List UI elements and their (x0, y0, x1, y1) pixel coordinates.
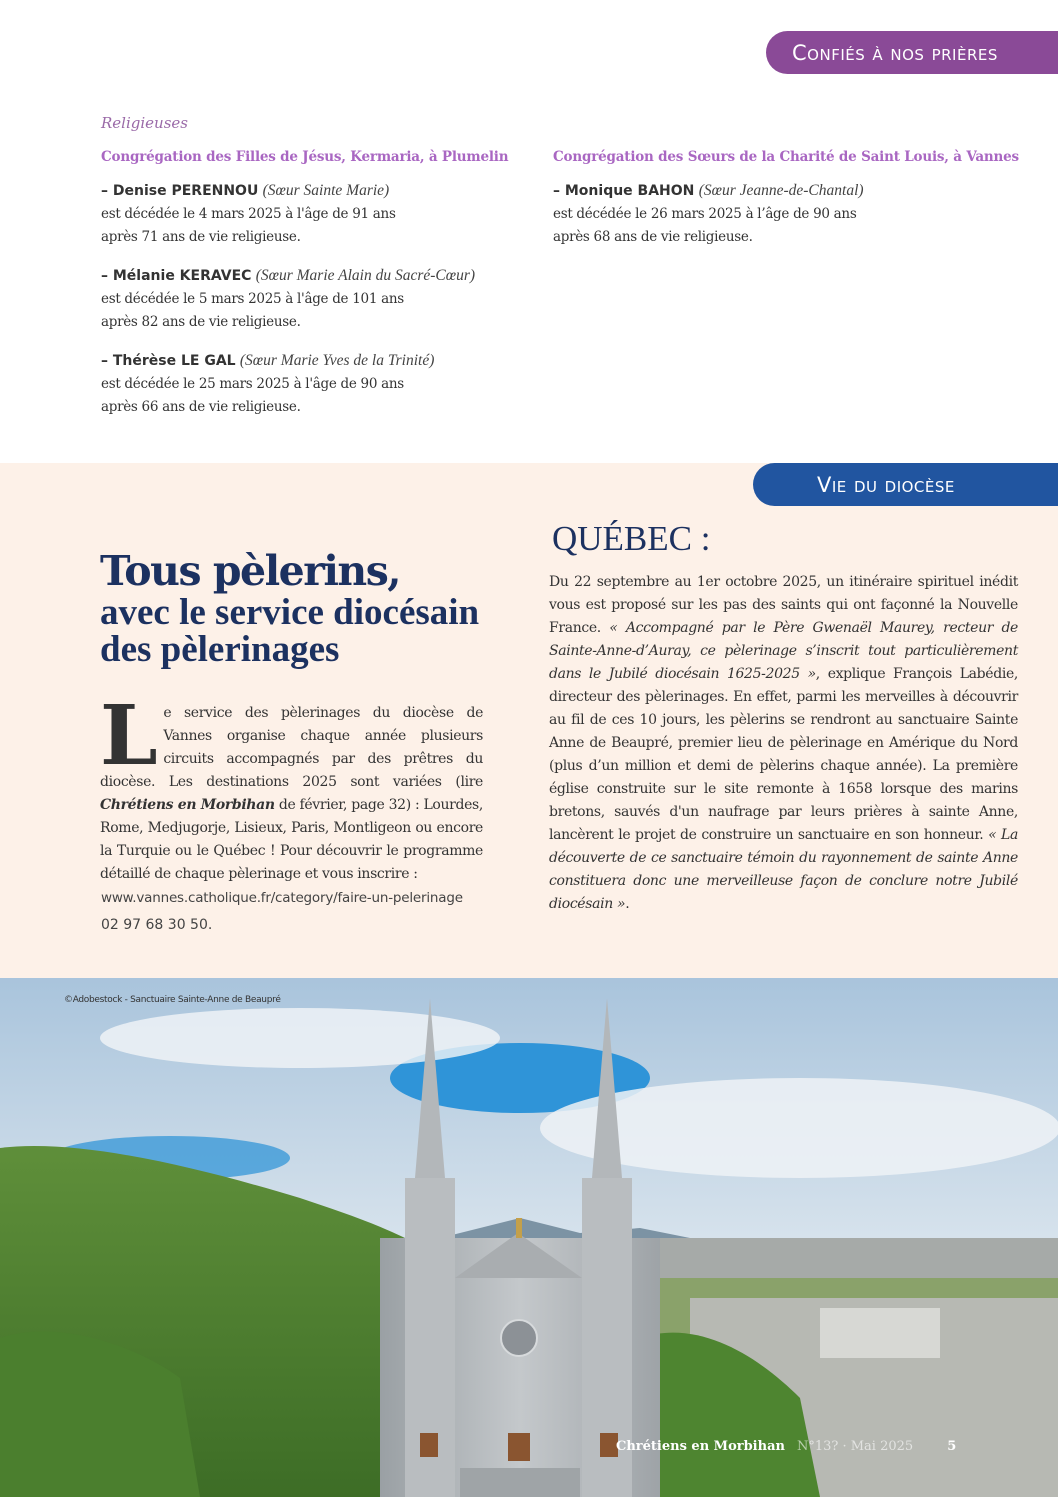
years-line: après 82 ans de vie religieuse. (101, 314, 301, 330)
section-tab-confies (766, 31, 1058, 74)
religious-name: (Sœur Marie Alain du Sacré-Cœur) (255, 267, 476, 284)
issue-date: N°13? · Mai 2025 (796, 1439, 914, 1454)
section-tab-label: Vie du diocèse (817, 472, 955, 497)
person-name: – Mélanie KERAVEC (101, 268, 252, 284)
death-line: est décédée le 26 mars 2025 à l’âge de 90 ans (553, 206, 857, 222)
obituary-entry (101, 179, 531, 249)
person-name: – Monique BAHON (553, 183, 695, 199)
right-column (553, 149, 1023, 264)
religious-name: (Sœur Jeanne-de-Chantal) (698, 182, 864, 199)
years-line: après 68 ans de vie religieuse. (553, 229, 753, 245)
quote: « La découverte de ce sanctuaire témoin du rayonnement de sainte Anne constituera donc une merveilleuse façon de conclure notre Jubilé diocésain » (549, 827, 1018, 912)
left-column (101, 149, 531, 434)
drop-cap: L (100, 688, 158, 784)
congregation-heading: Congrégation des Filles de Jésus, Kermaria, à Plumelin (101, 149, 509, 165)
obituary-entry (101, 264, 531, 334)
person-name: – Thérèse LE GAL (101, 353, 236, 369)
person-name: – Denise PERENNOU (101, 183, 259, 199)
article-subtitle: avec le service diocésain des pèlerinages (100, 592, 480, 670)
pilgrimage-link[interactable]: www.vannes.catholique.fr/category/faire-un-pelerinage (101, 890, 463, 906)
section-tab-label: Confiés à nos prières (792, 40, 998, 65)
quote: « Accompagné par le Père Gwenaël Maurey, recteur de Sainte-Anne-d’Auray, ce pèlerinage s’inscrit tout particulièrement dans le Jubilé diocésain 1625-2025 » (549, 620, 1018, 682)
phone-number: 02 97 68 30 50. (101, 917, 213, 933)
body-text: . (625, 896, 630, 912)
photo-credit: ©Adobestock - Sanctuaire Sainte-Anne de Beaupré (64, 995, 281, 1005)
basilica-photo (0, 978, 1058, 1497)
death-line: est décédée le 25 mars 2025 à l'âge de 90 ans (101, 376, 404, 392)
section-label-religieuses: Religieuses (101, 114, 188, 132)
obituary-entry (553, 179, 1023, 249)
intro-text: de février, page 32) : Lourdes, Rome, Medjugorje, Lisieux, Paris, Montligeon ou encore la Turquie ou le Québec ! Pour découvrir le programme détaillé de chaque pèlerinage et vous inscrire : (100, 797, 483, 882)
religious-name: (Sœur Marie Yves de la Trinité) (239, 352, 435, 369)
magazine-reference: Chrétiens en Morbihan (100, 797, 275, 813)
years-line: après 71 ans de vie religieuse. (101, 229, 301, 245)
religious-name: (Sœur Sainte Marie) (262, 182, 390, 199)
obituary-entry (101, 349, 531, 419)
body-text: Du 22 septembre au 1er octobre 2025, un itinéraire spirituel inédit vous est proposé sur les pas des saints qui ont façonné la Nouvelle France. (549, 574, 1018, 636)
death-line: est décédée le 5 mars 2025 à l'âge de 101 ans (101, 291, 404, 307)
article-intro (100, 688, 483, 886)
obituary-section (0, 0, 1058, 463)
body-text: , explique François Labédie, directeur des pèlerinages. En effet, parmi les merveilles à découvrir au fil de ces 10 jours, les pèlerins se rendront au sanctuaire Sainte Anne de Beaupré, premier lieu de pèlerinage en Amérique du Nord (plus d’un million et demi de pèlerins chaque année). La première église construite sur le site remonte à 1658 lorsque des marins bretons, sauvés d'un naufrage par leurs prières à sainte Anne, lancèrent le projet de construire un sanctuaire en son honneur. (549, 666, 1019, 843)
congregation-heading: Congrégation des Sœurs de la Charité de Saint Louis, à Vannes (553, 149, 1019, 165)
intro-text: e service des pèlerinages du diocèse de Vannes organise chaque année plusieurs circuits accompagnés par des prêtres du diocèse. Les destinations 2025 sont variées (lire (100, 705, 483, 790)
death-line: est décédée le 4 mars 2025 à l'âge de 91 ans (101, 206, 396, 222)
magazine-name: Chrétiens en Morbihan (616, 1439, 785, 1454)
years-line: après 66 ans de vie religieuse. (101, 399, 301, 415)
page-number: 5 (947, 1439, 957, 1454)
page-footer (616, 1439, 956, 1454)
quebec-body (549, 571, 1018, 916)
basilica-illustration (0, 978, 1058, 1497)
section-tab-vie-diocese (753, 463, 1058, 506)
article-title: Tous pèlerins, (100, 547, 401, 595)
quebec-heading: QUÉBEC : (552, 519, 711, 558)
